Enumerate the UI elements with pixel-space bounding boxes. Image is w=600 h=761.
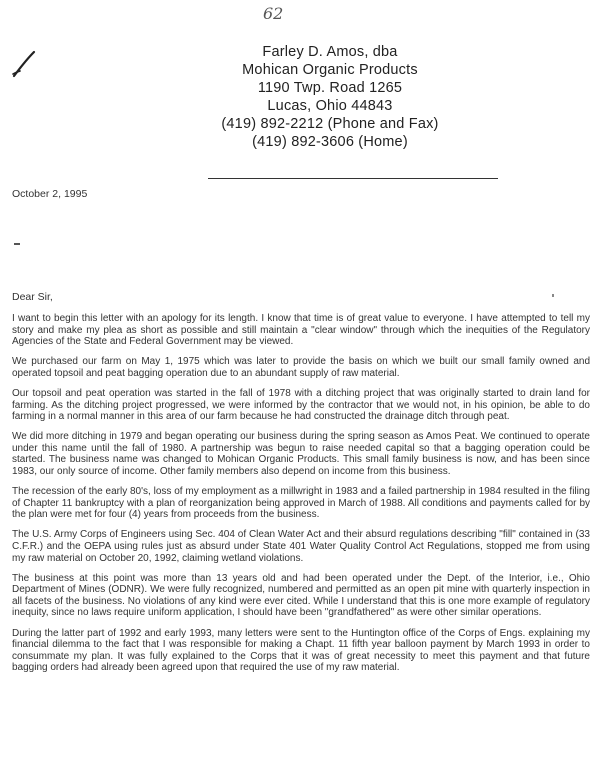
city-state-zip: Lucas, Ohio 44843: [267, 98, 393, 114]
letterhead: [150, 43, 510, 151]
body-paragraph: The recession of the early 80's, loss of my employment as a millwright in 1983 and a failed partnership in 1984 resulted in the filing of Chapter 11 bankruptcy with a plan of reorganization being approved in March of 1988. All conditions and payments called for by the plan were met for four (4) years from proceeds from the business.: [12, 486, 590, 521]
handwritten-page-number: 62: [263, 4, 284, 23]
letter-body: [12, 313, 590, 682]
body-paragraph: During the latter part of 1992 and early 1993, many letters were sent to the Huntington office of the Corps of Engs. explaining my financial dilemma to the fact that I was responsible for making a Chapt. 11 fifth year balloon payment by March 1993 in order to consummate my plan. It was fully explained to the Corps that it was of great necessity to meet this payment and that future bagging orders had already been agreed upon that required the use of my raw material.: [12, 627, 590, 674]
scan-speck: [552, 294, 554, 297]
body-paragraph: The business at this point was more than 13 years old and had been operated under the Dept. of the Interior, i.e., Ohio Department of Mines (ODNR). We were fully recognized, numbered and permitted as an open pit mine with quarterly inspection in all facets of the business. No violations of any kind were ever cited. While I understand that this is one more example of regulatory inequity, since no laws require uniform application, I should have been "grandfathered" as were other similar operations.: [12, 572, 590, 619]
scan-speck: [14, 243, 20, 245]
handwritten-check-mark: [12, 50, 36, 78]
salutation: Dear Sir,: [12, 291, 53, 303]
home-phone: (419) 892-3606 (Home): [252, 134, 408, 150]
body-paragraph: We purchased our farm on May 1, 1975 which was later to provide the basis on which we built our small family owned and operated topsoil and peat bagging operation due to an abundant supply of raw material.: [12, 356, 590, 379]
letter-date: October 2, 1995: [12, 188, 88, 200]
body-paragraph: We did more ditching in 1979 and began operating our business during the spring season as Amos Peat. We continued to operate under this name until the fall of 1980. A partnership was begun to raise needed capital so that a bagging operation could be started. The business name was changed to Mohican Organic Products. This small family business is now, and has been since 1983, our only source of income. Other family members also depend on income from this business.: [12, 431, 590, 478]
body-paragraph: The U.S. Army Corps of Engineers using Sec. 404 of Clean Water Act and their absurd regulations describing "fill" contained in (33 C.F.R.) and the OEPA using rules just as absurd under State 401 Water Quality Control Act Regulations, stopped me from using my raw material on October 20, 1992, claiming wetland violations.: [12, 529, 590, 564]
sender-name: Farley D. Amos, dba: [262, 44, 398, 60]
street-address: 1190 Twp. Road 1265: [257, 80, 403, 96]
body-paragraph: I want to begin this letter with an apology for its length. I know that time is of great value to everyone. I have attempted to tell my story and make my plea as short as possible and still maintain a "clear window" through which the inequities of the Regulatory Agencies of the State and Federal Government may be viewed.: [12, 313, 590, 348]
body-paragraph: Our topsoil and peat operation was started in the fall of 1978 with a ditching project that was originally started to drain land for farming. As the ditching project progressed, we were informed by the contractor that we would not, in his opinion, be able to do farming in a normal manner in this area of our farm because he had constructed the drainage ditch through peat.: [12, 387, 590, 423]
phone-fax: (419) 892-2212 (Phone and Fax): [221, 116, 439, 132]
company-name: Mohican Organic Products: [242, 62, 418, 78]
letterhead-rule: [208, 178, 498, 179]
